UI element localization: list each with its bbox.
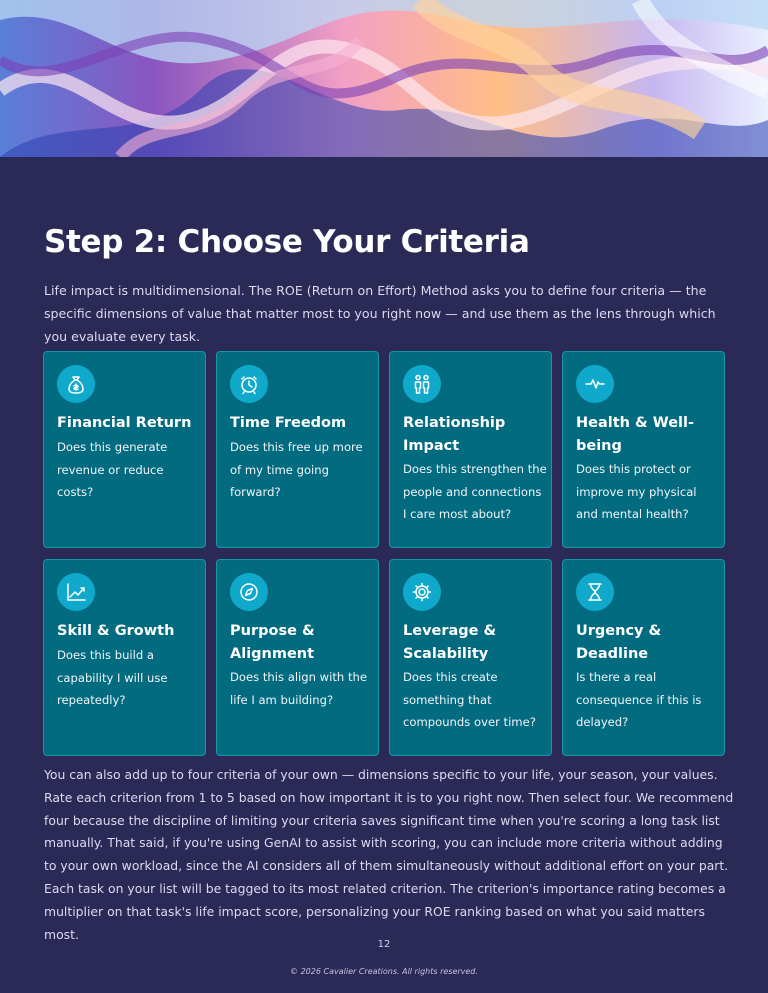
criteria-card-title: Skill & Growth — [57, 623, 175, 639]
criteria-card-relationship-impact — [389, 351, 552, 548]
criteria-card-urgency-deadline — [562, 559, 725, 756]
intro-paragraph: Life impact is multidimensional. The ROE (Return on Effort) Method asks you to define four criteria — the specific dimensions of value that matter most to you right now — and use them as the lens through which you evaluate every task. — [44, 283, 716, 344]
heartbeat-icon — [576, 365, 614, 403]
criteria-card-title: Urgency & Deadline — [576, 623, 662, 662]
gear-icon — [403, 573, 441, 611]
criteria-card-title: Financial Return — [57, 415, 192, 431]
alarm-clock-icon — [230, 365, 268, 403]
criteria-card-health-well-being — [562, 351, 725, 548]
criteria-card-description: Does this build a capability I will use repeatedly? — [57, 648, 168, 707]
criteria-card-skill-growth — [43, 559, 206, 756]
criteria-card-description: Does this generate revenue or reduce costs? — [57, 440, 168, 499]
criteria-card-leverage-scalability — [389, 559, 552, 756]
criteria-card-title: Purpose & Alignment — [230, 623, 315, 662]
criteria-card-description: Does this align with the life I am building? — [230, 670, 367, 707]
money-bag-icon — [57, 365, 95, 403]
body-paragraph: You can also add up to four criteria of your own — dimensions specific to your life, your season, your values. Rate each criterion from 1 to 5 based on how important it is to you right now. Then select four. We recommend four because the discipline of limiting your criteria saves significant time when you're scoring a long task list manually. That said, if you're using GenAI to assist with scoring, you can include more criteria without adding to your own workload, since the AI considers all of them simultaneously without additional effort on your part. Each task on your list will be tagged to its most related criterion. The criterion's importance rating becomes a multiplier on that task's life impact score, personalizing your ROE ranking based on what you said matters most. — [44, 767, 734, 942]
copyright-footer: © 2026 Cavalier Creations. All rights reserved. — [290, 967, 478, 976]
page-title: Step 2: Choose Your Criteria — [44, 224, 530, 260]
criteria-card-title: Leverage & Scalability — [403, 623, 497, 662]
criteria-card-purpose-alignment — [216, 559, 379, 756]
criteria-card-financial-return — [43, 351, 206, 548]
criteria-card-description: Does this create something that compounds over time? — [403, 670, 536, 729]
criteria-card-time-freedom — [216, 351, 379, 548]
page-number: 12 — [377, 939, 391, 950]
people-icon — [403, 365, 441, 403]
criteria-card-description: Does this protect or improve my physical and mental health? — [576, 462, 697, 521]
hourglass-icon — [576, 573, 614, 611]
criteria-card-description: Does this strengthen the people and connections I care most about? — [403, 462, 547, 521]
compass-icon — [230, 573, 268, 611]
trending-chart-icon — [57, 573, 95, 611]
criteria-card-title: Relationship Impact — [403, 415, 506, 454]
criteria-card-title: Time Freedom — [230, 415, 347, 431]
criteria-card-description: Is there a real consequence if this is delayed? — [576, 670, 702, 729]
abstract-banner-image — [0, 0, 768, 157]
criteria-card-title: Health & Well-being — [576, 415, 694, 454]
criteria-card-description: Does this free up more of my time going forward? — [230, 440, 363, 499]
